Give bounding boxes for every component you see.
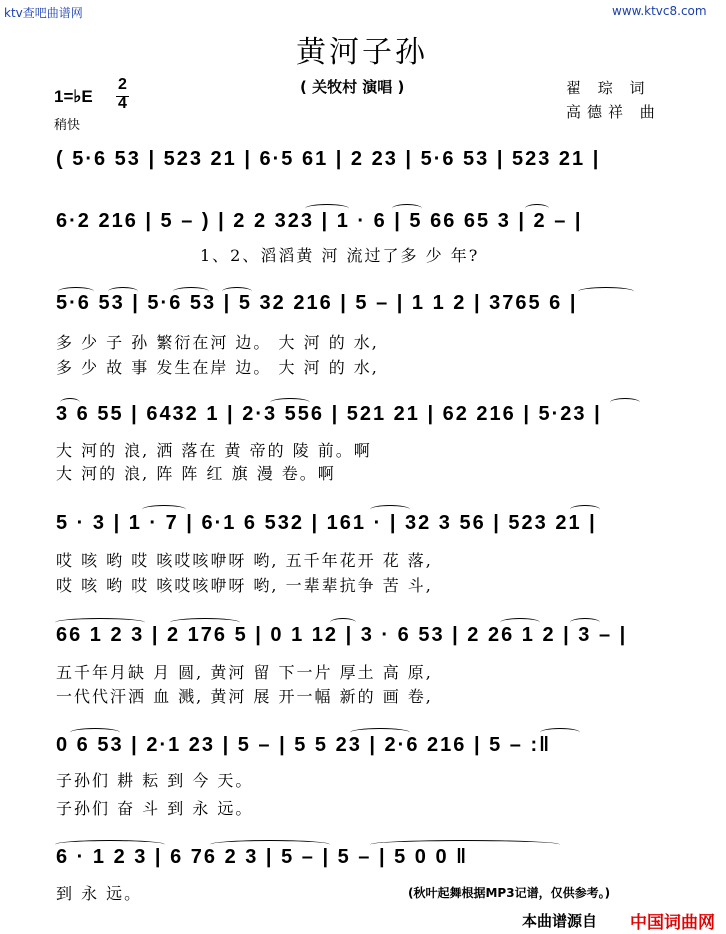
lyric-line-3a: 多 少 子 孙 繁衍在河 边。 大 河 的 水, [56,333,379,352]
slur [350,728,410,737]
lyric-line-2: 1、2、滔滔黄 河 流过了多 少 年? [200,246,480,265]
notes-line-2: 6·2 216 | 5 – ) | 2 2 323 | 1 · 6 | 5 66 65 3 | 2 – | [56,210,583,232]
slur [142,505,186,514]
key-signature: 1=♭E [54,87,93,106]
score-line-4 [56,403,696,426]
lyric-line-6a: 五千年月缺 月 圆, 黄河 留 下一片 厚土 高 原, [56,663,433,682]
watermark-right: www.ktvc8.com [612,4,707,18]
notes-line-7: 0 6 53 | 2·1 23 | 5 – | 5 5 23 | 2·6 216 | 5 – :‖ [56,734,552,756]
footer-source-label: 本曲谱源自 [522,912,598,930]
slur [330,618,356,627]
score-line-2 [56,210,696,233]
lyric-line-4a: 大 河的 浪, 洒 落在 黄 帝的 陵 前。啊 [56,441,372,460]
singer-credit: ( 关牧村 演唱 ) [300,78,405,96]
slur [170,618,240,627]
lyric-line-4b: 大 河的 浪, 阵 阵 红 旗 漫 卷。啊 [56,464,336,483]
score-line-7 [56,734,696,757]
notes-line-5: 5 · 3 | 1 · 7 | 6·1 6 532 | 161 · | 32 3 56 | 523 21 | [56,512,597,534]
lyric-line-5b: 哎 咳 哟 哎 咳哎咳咿呀 哟, 一辈辈抗争 苦 斗, [56,576,433,595]
notes-line-3: 5·6 53 | 5·6 53 | 5 32 216 | 5 – | 1 1 2 | 3765 6 | [56,292,578,314]
tempo-marking: 稍快 [54,118,81,133]
slur [60,398,80,407]
lyricist-credit: 翟 琮 词 [566,79,651,97]
notes-line-6: 66 1 2 3 | 2 176 5 | 0 1 12 | 3 · 6 53 | 2 26 1 2 | 3 – | [56,624,628,646]
footer-site-name: 中国词曲网 [630,913,715,933]
score-line-6 [56,624,696,647]
slur [578,287,634,296]
lyric-line-5a: 哎 咳 哟 哎 咳哎咳咿呀 哟, 五千年花开 花 落, [56,551,433,570]
slur [305,204,349,213]
composer-credit: 高德祥 曲 [566,103,661,121]
slur [370,505,410,514]
notes-line-1: ( 5·6 53 | 523 21 | 6·5 61 | 2 23 | 5·6 53 | 523 21 | [56,148,601,170]
slur [108,287,138,296]
slur [70,728,120,737]
slur [222,287,252,296]
slur [210,840,330,849]
slur [55,840,165,849]
score-line-8 [56,846,696,869]
watermark-left: ktv查吧曲谱网 [4,6,83,20]
slur [270,398,310,407]
time-signature-bottom: 4 [118,95,127,112]
slur [58,287,94,296]
slur [540,728,580,737]
time-signature-top: 2 [118,76,127,93]
notes-line-8: 6 · 1 2 3 | 6 76 2 3 | 5 – | 5 – | 5 0 0 ‖ [56,846,469,868]
slur [370,840,560,849]
lyric-line-6b: 一代代汗洒 血 溅, 黄河 展 开一幅 新的 画 卷, [56,687,433,706]
slur [500,618,540,627]
song-title: 黄河子孙 [296,35,428,70]
lyric-line-3b: 多 少 故 事 发生在岸 边。 大 河 的 水, [56,358,379,377]
notes-line-4: 3 6 55 | 6432 1 | 2·3 556 | 521 21 | 62 216 | 5·23 | [56,403,602,425]
slur [392,204,422,213]
lyric-line-8: 到 永 远。 [56,884,143,903]
lyric-line-7b: 子孙们 奋 斗 到 永 远。 [56,799,254,818]
slur [173,287,209,296]
slur [525,204,549,213]
slur [570,505,600,514]
slur [55,618,145,627]
score-line-5 [56,512,696,535]
score-line-1 [56,148,696,171]
slur [570,618,600,627]
slur [610,398,640,407]
transcription-note: (秋叶起舞根据MP3记谱，仅供参考。) [408,886,611,900]
lyric-line-7a: 子孙们 耕 耘 到 今 天。 [56,771,254,790]
